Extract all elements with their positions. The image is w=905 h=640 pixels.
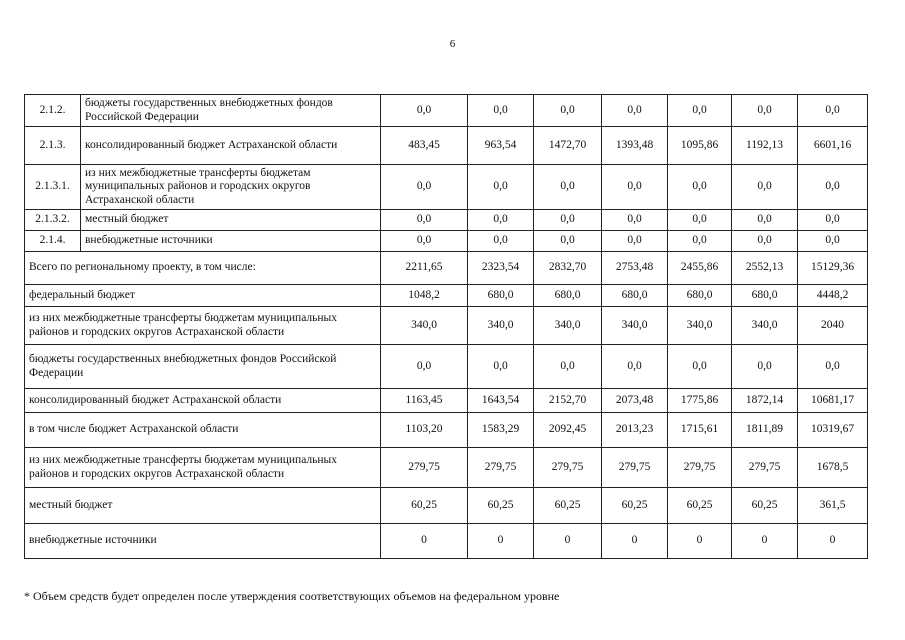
value-cell: 1048,2 bbox=[381, 285, 468, 307]
value-cell: 0,0 bbox=[668, 95, 732, 127]
value-cell: 0,0 bbox=[602, 345, 668, 389]
table-row bbox=[25, 165, 868, 210]
budget-table-body bbox=[25, 95, 868, 559]
value-cell: 1393,48 bbox=[602, 127, 668, 165]
value-cell: 0 bbox=[381, 524, 468, 559]
value-cell: 2013,23 bbox=[602, 413, 668, 448]
value-cell: 0,0 bbox=[381, 210, 468, 231]
summary-row-name: федеральный бюджет bbox=[25, 285, 381, 307]
value-cell: 0,0 bbox=[798, 210, 868, 231]
summary-row bbox=[25, 285, 868, 307]
value-cell: 0 bbox=[468, 524, 534, 559]
summary-row-name: Всего по региональному проекту, в том числе: bbox=[25, 252, 381, 285]
value-cell: 340,0 bbox=[468, 307, 534, 345]
value-cell: 0,0 bbox=[381, 231, 468, 252]
row-name: консолидированный бюджет Астраханской области bbox=[81, 127, 381, 165]
value-cell: 1811,89 bbox=[732, 413, 798, 448]
value-cell: 0,0 bbox=[468, 231, 534, 252]
value-cell: 1163,45 bbox=[381, 389, 468, 413]
value-cell: 963,54 bbox=[468, 127, 534, 165]
value-cell: 2092,45 bbox=[534, 413, 602, 448]
value-cell: 0,0 bbox=[381, 165, 468, 210]
row-name: бюджеты государственных внебюджетных фондов Российской Федерации bbox=[81, 95, 381, 127]
value-cell: 0,0 bbox=[602, 210, 668, 231]
value-cell: 279,75 bbox=[602, 448, 668, 488]
value-cell: 340,0 bbox=[534, 307, 602, 345]
summary-row-name: из них межбюджетные трансферты бюджетам муниципальных районов и городских округов Астраханской области bbox=[25, 307, 381, 345]
value-cell: 2323,54 bbox=[468, 252, 534, 285]
value-cell: 0,0 bbox=[468, 165, 534, 210]
value-cell: 0,0 bbox=[668, 210, 732, 231]
value-cell: 0,0 bbox=[798, 345, 868, 389]
value-cell: 15129,36 bbox=[798, 252, 868, 285]
value-cell: 2152,70 bbox=[534, 389, 602, 413]
table-row bbox=[25, 231, 868, 252]
table-row bbox=[25, 210, 868, 231]
value-cell: 60,25 bbox=[602, 488, 668, 524]
value-cell: 0 bbox=[798, 524, 868, 559]
value-cell: 279,75 bbox=[732, 448, 798, 488]
value-cell: 0,0 bbox=[534, 345, 602, 389]
value-cell: 0,0 bbox=[798, 95, 868, 127]
value-cell: 483,45 bbox=[381, 127, 468, 165]
table-row bbox=[25, 127, 868, 165]
summary-row bbox=[25, 413, 868, 448]
value-cell: 2211,65 bbox=[381, 252, 468, 285]
value-cell: 0,0 bbox=[468, 345, 534, 389]
table-row bbox=[25, 95, 868, 127]
row-name: из них межбюджетные трансферты бюджетам муниципальных районов и городских округов Астраханской области bbox=[81, 165, 381, 210]
value-cell: 1715,61 bbox=[668, 413, 732, 448]
value-cell: 0,0 bbox=[534, 165, 602, 210]
value-cell: 0,0 bbox=[534, 95, 602, 127]
value-cell: 1678,5 bbox=[798, 448, 868, 488]
value-cell: 60,25 bbox=[468, 488, 534, 524]
summary-row-name: внебюджетные источники bbox=[25, 524, 381, 559]
budget-table bbox=[24, 94, 868, 559]
value-cell: 6601,16 bbox=[798, 127, 868, 165]
value-cell: 361,5 bbox=[798, 488, 868, 524]
value-cell: 2552,13 bbox=[732, 252, 798, 285]
value-cell: 0,0 bbox=[668, 165, 732, 210]
value-cell: 1192,13 bbox=[732, 127, 798, 165]
row-name: внебюджетные источники bbox=[81, 231, 381, 252]
value-cell: 2073,48 bbox=[602, 389, 668, 413]
summary-row-name: бюджеты государственных внебюджетных фондов Российской Федерации bbox=[25, 345, 381, 389]
value-cell: 0,0 bbox=[602, 165, 668, 210]
row-code: 2.1.3. bbox=[25, 127, 81, 165]
value-cell: 1775,86 bbox=[668, 389, 732, 413]
value-cell: 680,0 bbox=[732, 285, 798, 307]
summary-row bbox=[25, 448, 868, 488]
value-cell: 0,0 bbox=[798, 231, 868, 252]
value-cell: 2753,48 bbox=[602, 252, 668, 285]
value-cell: 279,75 bbox=[468, 448, 534, 488]
value-cell: 0,0 bbox=[732, 95, 798, 127]
summary-row bbox=[25, 307, 868, 345]
value-cell: 0,0 bbox=[732, 345, 798, 389]
value-cell: 340,0 bbox=[668, 307, 732, 345]
value-cell: 0 bbox=[534, 524, 602, 559]
value-cell: 0,0 bbox=[798, 165, 868, 210]
summary-row-name: местный бюджет bbox=[25, 488, 381, 524]
value-cell: 60,25 bbox=[534, 488, 602, 524]
value-cell: 0,0 bbox=[668, 345, 732, 389]
value-cell: 2040 bbox=[798, 307, 868, 345]
value-cell: 1872,14 bbox=[732, 389, 798, 413]
value-cell: 279,75 bbox=[534, 448, 602, 488]
value-cell: 0,0 bbox=[732, 165, 798, 210]
value-cell: 10319,67 bbox=[798, 413, 868, 448]
value-cell: 0,0 bbox=[602, 231, 668, 252]
summary-row bbox=[25, 389, 868, 413]
value-cell: 0,0 bbox=[732, 210, 798, 231]
value-cell: 680,0 bbox=[534, 285, 602, 307]
value-cell: 0 bbox=[732, 524, 798, 559]
value-cell: 60,25 bbox=[668, 488, 732, 524]
value-cell: 1095,86 bbox=[668, 127, 732, 165]
value-cell: 0,0 bbox=[468, 95, 534, 127]
value-cell: 0 bbox=[668, 524, 732, 559]
value-cell: 0,0 bbox=[381, 345, 468, 389]
summary-row bbox=[25, 524, 868, 559]
value-cell: 279,75 bbox=[668, 448, 732, 488]
value-cell: 2832,70 bbox=[534, 252, 602, 285]
value-cell: 0,0 bbox=[668, 231, 732, 252]
value-cell: 1472,70 bbox=[534, 127, 602, 165]
value-cell: 680,0 bbox=[602, 285, 668, 307]
value-cell: 60,25 bbox=[381, 488, 468, 524]
value-cell: 680,0 bbox=[468, 285, 534, 307]
summary-row bbox=[25, 345, 868, 389]
summary-row-name: из них межбюджетные трансферты бюджетам муниципальных районов и городских округов Астраханской области bbox=[25, 448, 381, 488]
value-cell: 0,0 bbox=[534, 210, 602, 231]
value-cell: 1583,29 bbox=[468, 413, 534, 448]
value-cell: 0,0 bbox=[534, 231, 602, 252]
value-cell: 0 bbox=[602, 524, 668, 559]
footnote: * Объем средств будет определен после утверждения соответствующих объемов на федеральном уровне bbox=[24, 589, 560, 603]
row-code: 2.1.2. bbox=[25, 95, 81, 127]
value-cell: 4448,2 bbox=[798, 285, 868, 307]
row-name: местный бюджет bbox=[81, 210, 381, 231]
value-cell: 1103,20 bbox=[381, 413, 468, 448]
value-cell: 10681,17 bbox=[798, 389, 868, 413]
page-number: 6 bbox=[449, 38, 456, 50]
summary-row bbox=[25, 252, 868, 285]
summary-row-name: в том числе бюджет Астраханской области bbox=[25, 413, 381, 448]
value-cell: 340,0 bbox=[602, 307, 668, 345]
row-code: 2.1.3.2. bbox=[25, 210, 81, 231]
value-cell: 0,0 bbox=[732, 231, 798, 252]
row-code: 2.1.4. bbox=[25, 231, 81, 252]
summary-row bbox=[25, 488, 868, 524]
value-cell: 0,0 bbox=[602, 95, 668, 127]
value-cell: 279,75 bbox=[381, 448, 468, 488]
value-cell: 0,0 bbox=[468, 210, 534, 231]
summary-row-name: консолидированный бюджет Астраханской области bbox=[25, 389, 381, 413]
value-cell: 340,0 bbox=[381, 307, 468, 345]
value-cell: 1643,54 bbox=[468, 389, 534, 413]
value-cell: 340,0 bbox=[732, 307, 798, 345]
value-cell: 680,0 bbox=[668, 285, 732, 307]
value-cell: 60,25 bbox=[732, 488, 798, 524]
row-code: 2.1.3.1. bbox=[25, 165, 81, 210]
value-cell: 0,0 bbox=[381, 95, 468, 127]
value-cell: 2455,86 bbox=[668, 252, 732, 285]
